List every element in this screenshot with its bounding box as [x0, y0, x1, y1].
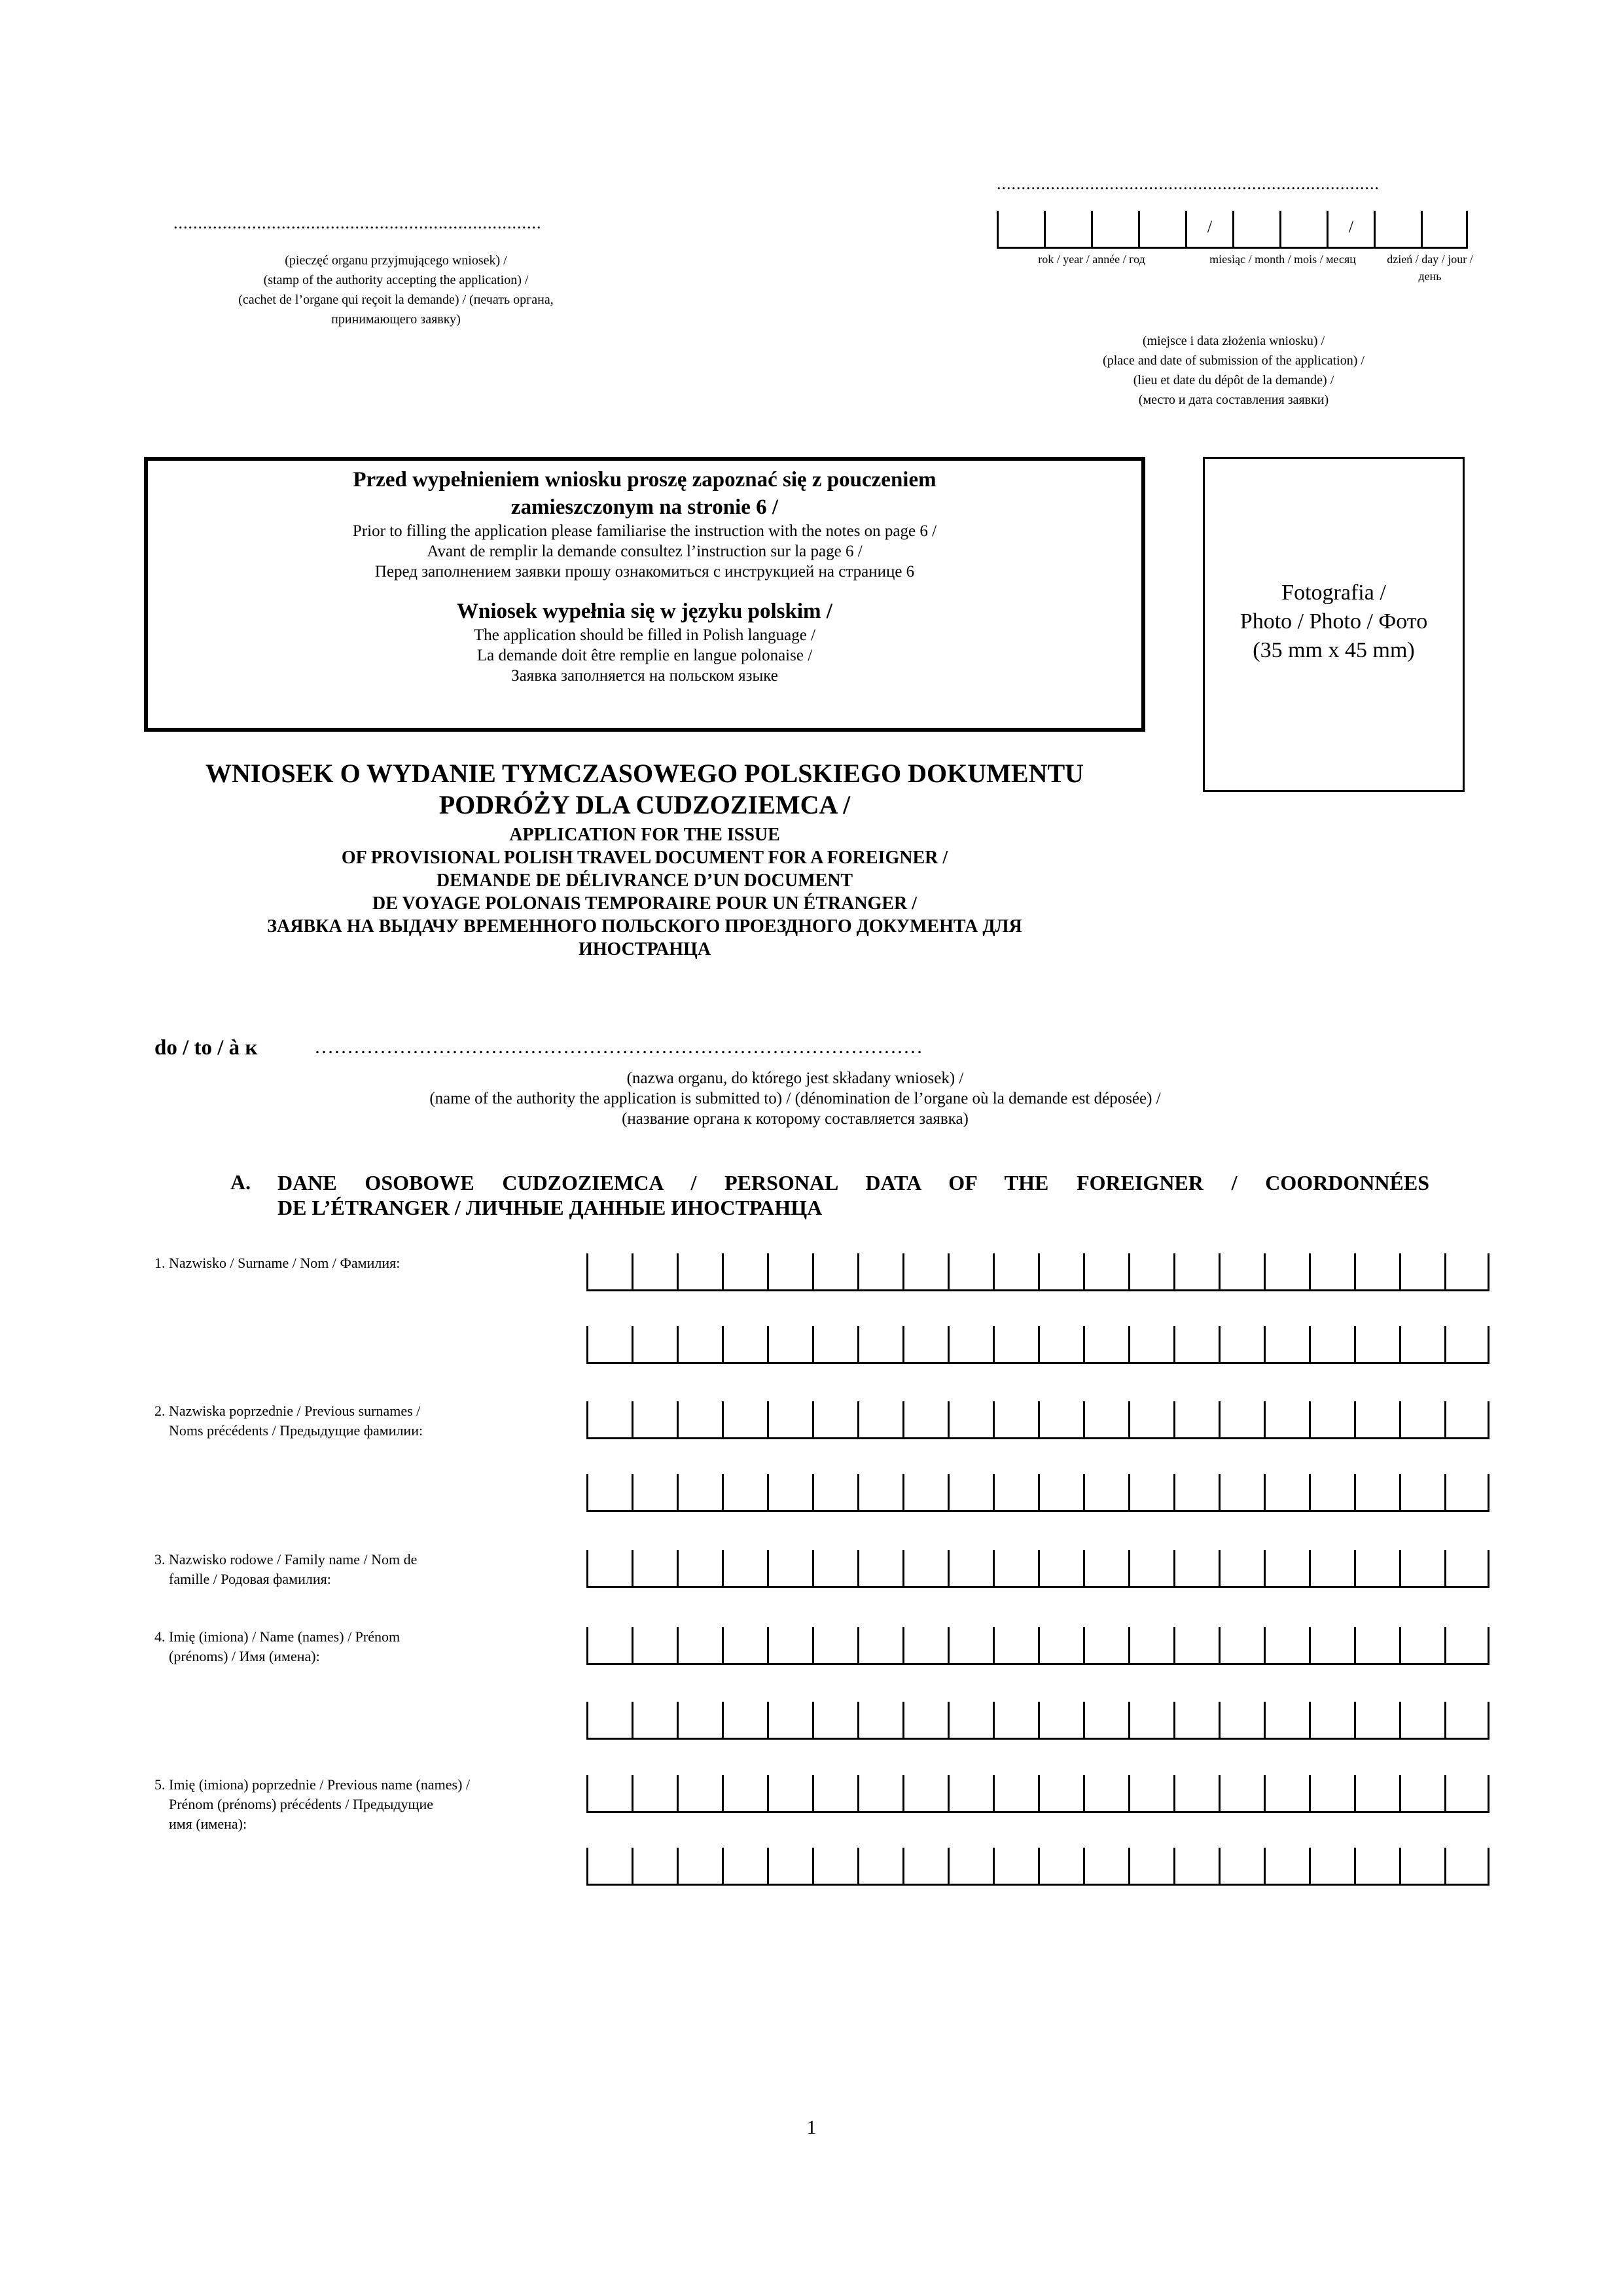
section-a-heading-line: DANE OSOBOWE CUDZOZIEMCA / PERSONAL DATA OF THE FOREIGNER / COORDONNÉES [277, 1171, 1429, 1194]
character-box[interactable] [1264, 1401, 1309, 1437]
character-box[interactable] [948, 1401, 993, 1437]
date-cell[interactable] [1091, 211, 1138, 247]
character-box[interactable] [1354, 1627, 1399, 1663]
addressee-label: do / to / à к [154, 1036, 258, 1060]
character-box[interactable] [902, 1848, 948, 1884]
character-box[interactable] [1128, 1702, 1173, 1738]
place-caption [1021, 331, 1446, 410]
date-cell[interactable] [1138, 211, 1185, 247]
character-box[interactable] [1309, 1775, 1354, 1811]
surname-comb-row-2[interactable] [586, 1326, 1489, 1364]
character-box[interactable] [586, 1253, 632, 1289]
character-box[interactable] [1444, 1775, 1489, 1811]
character-box[interactable] [1264, 1474, 1309, 1510]
character-box[interactable] [857, 1550, 902, 1586]
character-box[interactable] [948, 1702, 993, 1738]
stamp-caption-line: (pieczęć organu przyjmującego wniosek) / [285, 253, 507, 268]
field-label-line: Prénom (prénoms) précédents / Предыдущие [154, 1796, 434, 1812]
character-box[interactable] [722, 1775, 767, 1811]
language-heading: Wniosek wypełnia się w języku polskim / [457, 600, 832, 623]
character-box[interactable] [1399, 1253, 1444, 1289]
character-box[interactable] [586, 1326, 632, 1362]
field-label-previous-surnames [154, 1401, 423, 1441]
character-box[interactable] [1219, 1326, 1264, 1362]
character-box[interactable] [1444, 1627, 1489, 1663]
character-box[interactable] [812, 1702, 857, 1738]
title-line: PODRÓŻY DLA CUDZOZIEMCA / [438, 790, 851, 819]
previous-names-comb-row-1[interactable] [586, 1775, 1489, 1813]
character-box[interactable] [812, 1627, 857, 1663]
character-box[interactable] [812, 1474, 857, 1510]
character-box[interactable] [767, 1401, 812, 1437]
character-box[interactable] [677, 1775, 722, 1811]
character-box[interactable] [677, 1627, 722, 1663]
character-box[interactable] [1038, 1550, 1083, 1586]
character-box[interactable] [1354, 1775, 1399, 1811]
character-box[interactable] [1264, 1550, 1309, 1586]
photo-label-line: (35 mm x 45 mm) [1253, 638, 1415, 662]
character-box[interactable] [1444, 1702, 1489, 1738]
stamp-dotted-line: ........................................................................... [173, 213, 542, 232]
addressee-caption-line: (название органа к которому составляется заявка) [622, 1110, 969, 1128]
addressee-caption [196, 1068, 1394, 1129]
character-box[interactable] [1083, 1775, 1128, 1811]
character-box[interactable] [1219, 1848, 1264, 1884]
character-box[interactable] [1219, 1401, 1264, 1437]
character-box[interactable] [1219, 1474, 1264, 1510]
character-box[interactable] [1309, 1401, 1354, 1437]
character-box[interactable] [1128, 1550, 1173, 1586]
place-caption-line: (место и дата составления заявки) [1138, 393, 1329, 407]
character-box[interactable] [857, 1401, 902, 1437]
field-label-line: 2. Nazwiska poprzednie / Previous surnames / [154, 1403, 421, 1419]
character-box[interactable] [677, 1401, 722, 1437]
character-box[interactable] [1354, 1326, 1399, 1362]
field-label-names [154, 1627, 400, 1666]
character-box[interactable] [993, 1326, 1038, 1362]
character-box[interactable] [1354, 1474, 1399, 1510]
language-lines [148, 625, 1141, 686]
character-box[interactable] [993, 1474, 1038, 1510]
character-box[interactable] [902, 1550, 948, 1586]
submission-date-field[interactable] [997, 211, 1468, 249]
character-box[interactable] [722, 1848, 767, 1884]
character-box[interactable] [857, 1702, 902, 1738]
date-label-month: miesiąc / month / mois / месяц [1209, 253, 1356, 266]
character-box[interactable] [1128, 1326, 1173, 1362]
character-box[interactable] [1173, 1550, 1219, 1586]
character-box[interactable] [632, 1253, 677, 1289]
field-label-line: famille / Родовая фамилия: [154, 1571, 331, 1587]
character-box[interactable] [993, 1702, 1038, 1738]
subtitle-line: ЗАЯВКА НА ВЫДАЧУ ВРЕМЕННОГО ПОЛЬСКОГО ПРОЕЗДНОГО ДОКУМЕНТА ДЛЯ [267, 916, 1022, 937]
character-box[interactable] [722, 1253, 767, 1289]
photo-label-line: Photo / Photo / Фото [1240, 609, 1428, 634]
character-box[interactable] [1264, 1775, 1309, 1811]
character-box[interactable] [1083, 1253, 1128, 1289]
character-box[interactable] [812, 1848, 857, 1884]
character-box[interactable] [677, 1848, 722, 1884]
character-box[interactable] [1038, 1627, 1083, 1663]
date-label-year: rok / year / année / год [1038, 253, 1145, 266]
character-box[interactable] [1444, 1253, 1489, 1289]
character-box[interactable] [1399, 1401, 1444, 1437]
character-box[interactable] [1354, 1401, 1399, 1437]
subtitle-line: OF PROVISIONAL POLISH TRAVEL DOCUMENT FOR A FOREIGNER / [341, 848, 948, 868]
character-box[interactable] [1173, 1702, 1219, 1738]
field-label-line: имя (имена): [154, 1816, 247, 1832]
language-line: La demande doit être remplie en langue polonaise / [476, 647, 813, 664]
instruction-line: Avant de remplir la demande consultez l’instruction sur la page 6 / [427, 543, 863, 560]
character-box[interactable] [902, 1474, 948, 1510]
character-box[interactable] [586, 1775, 632, 1811]
section-a-heading-line: DE L’ÉTRANGER / ЛИЧНЫЕ ДАННЫЕ ИНОСТРАНЦА [277, 1196, 823, 1219]
character-box[interactable] [812, 1775, 857, 1811]
addressee-caption-line: (nazwa organu, do którego jest składany wniosek) / [626, 1069, 964, 1087]
previous-surnames-comb-row-1[interactable] [586, 1401, 1489, 1439]
character-box[interactable] [1173, 1848, 1219, 1884]
character-box[interactable] [1264, 1702, 1309, 1738]
field-label-line: Noms précédents / Предыдущие фамилии: [154, 1422, 423, 1439]
instruction-heading-line: Przed wypełnieniem wniosku proszę zapoznać się z pouczeniem [353, 468, 936, 492]
character-box[interactable] [902, 1401, 948, 1437]
character-box[interactable] [1038, 1848, 1083, 1884]
character-box[interactable] [1444, 1848, 1489, 1884]
language-line: The application should be filled in Polish language / [473, 626, 816, 644]
character-box[interactable] [632, 1326, 677, 1362]
instruction-heading [148, 466, 1141, 521]
character-box[interactable] [902, 1702, 948, 1738]
character-box[interactable] [1038, 1702, 1083, 1738]
character-box[interactable] [993, 1775, 1038, 1811]
character-box[interactable] [1309, 1627, 1354, 1663]
character-box[interactable] [1399, 1326, 1444, 1362]
character-box[interactable] [1309, 1253, 1354, 1289]
character-box[interactable] [1128, 1474, 1173, 1510]
character-box[interactable] [722, 1474, 767, 1510]
surname-comb-row-1[interactable] [586, 1253, 1489, 1291]
character-box[interactable] [586, 1401, 632, 1437]
subtitle-line: DE VOYAGE POLONAIS TEMPORAIRE POUR UN ÉTRANGER / [372, 893, 918, 914]
character-box[interactable] [677, 1474, 722, 1510]
character-box[interactable] [632, 1550, 677, 1586]
previous-surnames-comb-row-2[interactable] [586, 1474, 1489, 1512]
character-box[interactable] [993, 1848, 1038, 1884]
character-box[interactable] [948, 1550, 993, 1586]
character-box[interactable] [1173, 1326, 1219, 1362]
character-box[interactable] [1173, 1253, 1219, 1289]
character-box[interactable] [722, 1401, 767, 1437]
character-box[interactable] [722, 1702, 767, 1738]
character-box[interactable] [1309, 1702, 1354, 1738]
character-box[interactable] [902, 1253, 948, 1289]
character-box[interactable] [767, 1702, 812, 1738]
character-box[interactable] [1038, 1326, 1083, 1362]
stamp-caption-line: (stamp of the authority accepting the application) / [263, 273, 529, 287]
character-box[interactable] [1083, 1474, 1128, 1510]
character-box[interactable] [767, 1775, 812, 1811]
character-box[interactable] [586, 1848, 632, 1884]
character-box[interactable] [677, 1326, 722, 1362]
field-label-line: 3. Nazwisko rodowe / Family name / Nom de [154, 1551, 418, 1568]
character-box[interactable] [1309, 1550, 1354, 1586]
character-box[interactable] [812, 1326, 857, 1362]
field-label-surname [154, 1253, 400, 1273]
document-title [144, 758, 1145, 821]
character-box[interactable] [1038, 1253, 1083, 1289]
character-box[interactable] [1444, 1401, 1489, 1437]
character-box[interactable] [1219, 1550, 1264, 1586]
character-box[interactable] [1399, 1627, 1444, 1663]
character-box[interactable] [677, 1550, 722, 1586]
character-box[interactable] [1083, 1326, 1128, 1362]
place-caption-line: (place and date of submission of the application) / [1103, 353, 1364, 368]
character-box[interactable] [857, 1474, 902, 1510]
title-line: WNIOSEK O WYDANIE TYMCZASOWEGO POLSKIEGO DOKUMENTU [205, 759, 1084, 788]
place-caption-line: (miejsce i data złożenia wniosku) / [1142, 334, 1325, 348]
character-box[interactable] [677, 1702, 722, 1738]
character-box[interactable] [857, 1627, 902, 1663]
character-box[interactable] [1309, 1326, 1354, 1362]
character-box[interactable] [1399, 1702, 1444, 1738]
character-box[interactable] [993, 1550, 1038, 1586]
instruction-box [144, 457, 1145, 732]
character-box[interactable] [632, 1474, 677, 1510]
character-box[interactable] [1083, 1848, 1128, 1884]
character-box[interactable] [1128, 1401, 1173, 1437]
character-box[interactable] [902, 1326, 948, 1362]
place-caption-line: (lieu et date du dépôt de la demande) / [1133, 373, 1334, 387]
character-box[interactable] [1173, 1401, 1219, 1437]
character-box[interactable] [1264, 1627, 1309, 1663]
character-box[interactable] [993, 1253, 1038, 1289]
character-box[interactable] [1173, 1775, 1219, 1811]
character-box[interactable] [1038, 1775, 1083, 1811]
date-separator: / [1327, 211, 1374, 247]
character-box[interactable] [948, 1627, 993, 1663]
field-label-line: 5. Imię (imiona) poprzednie / Previous name (names) / [154, 1776, 471, 1793]
instruction-line: Prior to filling the application please familiarise the instruction with the notes on page 6 / [352, 522, 937, 540]
character-box[interactable] [632, 1401, 677, 1437]
family-name-comb[interactable] [586, 1550, 1489, 1588]
character-box[interactable] [1354, 1550, 1399, 1586]
character-box[interactable] [722, 1326, 767, 1362]
field-label-previous-names [154, 1775, 470, 1834]
character-box[interactable] [1264, 1848, 1309, 1884]
character-box[interactable] [812, 1253, 857, 1289]
subtitle-line: ИНОСТРАНЦА [578, 939, 711, 960]
character-box[interactable] [1399, 1848, 1444, 1884]
date-cell[interactable] [1421, 211, 1468, 247]
field-label-line: 4. Imię (imiona) / Name (names) / Prénom [154, 1628, 401, 1645]
character-box[interactable] [767, 1326, 812, 1362]
field-label-line: (prénoms) / Имя (имена): [154, 1648, 320, 1664]
names-comb-row-1[interactable] [586, 1627, 1489, 1665]
field-label-family-name [154, 1550, 417, 1589]
character-box[interactable] [812, 1550, 857, 1586]
document-subtitle [144, 823, 1145, 961]
character-box[interactable] [677, 1253, 722, 1289]
character-box[interactable] [1444, 1550, 1489, 1586]
place-dotted-line[interactable]: .............................................................................. [997, 174, 1380, 193]
date-cell[interactable] [997, 211, 1044, 247]
character-box[interactable] [632, 1627, 677, 1663]
page-number: 1 [806, 2117, 817, 2138]
character-box[interactable] [948, 1253, 993, 1289]
character-box[interactable] [722, 1550, 767, 1586]
character-box[interactable] [632, 1848, 677, 1884]
date-label-day: dzień / day / jour / день [1387, 253, 1473, 283]
character-box[interactable] [1264, 1253, 1309, 1289]
instruction-heading-line: zamieszczonym na stronie 6 / [510, 495, 779, 519]
character-box[interactable] [632, 1702, 677, 1738]
character-box[interactable] [586, 1702, 632, 1738]
character-box[interactable] [1173, 1627, 1219, 1663]
names-comb-row-2[interactable] [586, 1702, 1489, 1740]
character-box[interactable] [1083, 1627, 1128, 1663]
character-box[interactable] [1309, 1474, 1354, 1510]
character-box[interactable] [1038, 1401, 1083, 1437]
character-box[interactable] [1354, 1848, 1399, 1884]
photo-label [1205, 579, 1463, 665]
character-box[interactable] [1399, 1474, 1444, 1510]
section-a-letter: A. [230, 1170, 251, 1194]
character-box[interactable] [1354, 1702, 1399, 1738]
character-box[interactable] [1399, 1550, 1444, 1586]
language-line: Заявка заполняется на польском языке [511, 667, 778, 685]
character-box[interactable] [767, 1627, 812, 1663]
instruction-line: Перед заполнением заявки прошу ознакомиться с инструкцией на странице 6 [374, 563, 915, 581]
character-box[interactable] [632, 1775, 677, 1811]
stamp-caption-line: (cachet de l’organe qui reçoit la demande) / (печать органа, [238, 293, 554, 307]
character-box[interactable] [993, 1627, 1038, 1663]
character-box[interactable] [767, 1253, 812, 1289]
character-box[interactable] [857, 1848, 902, 1884]
character-box[interactable] [948, 1775, 993, 1811]
field-label-line: 1. Nazwisko / Surname / Nom / Фамилия: [154, 1255, 401, 1271]
section-a-heading [277, 1170, 1429, 1220]
character-box[interactable] [1128, 1253, 1173, 1289]
character-box[interactable] [857, 1253, 902, 1289]
subtitle-line: DEMANDE DE DÉLIVRANCE D’UN DOCUMENT [436, 870, 853, 891]
character-box[interactable] [586, 1627, 632, 1663]
stamp-caption [173, 251, 618, 329]
date-cell[interactable] [1279, 211, 1327, 247]
character-box[interactable] [586, 1550, 632, 1586]
character-box[interactable] [1399, 1775, 1444, 1811]
subtitle-line: APPLICATION FOR THE ISSUE [509, 825, 780, 845]
character-box[interactable] [1219, 1702, 1264, 1738]
character-box[interactable] [1083, 1550, 1128, 1586]
character-box[interactable] [1038, 1474, 1083, 1510]
character-box[interactable] [767, 1474, 812, 1510]
character-box[interactable] [1083, 1401, 1128, 1437]
character-box[interactable] [1264, 1326, 1309, 1362]
previous-names-comb-row-2[interactable] [586, 1848, 1489, 1886]
date-separator: / [1185, 211, 1232, 247]
character-box[interactable] [1219, 1253, 1264, 1289]
character-box[interactable] [1219, 1627, 1264, 1663]
stamp-caption-line: принимающего заявку) [331, 312, 461, 327]
date-cell[interactable] [1232, 211, 1279, 247]
character-box[interactable] [722, 1627, 767, 1663]
character-box[interactable] [1354, 1253, 1399, 1289]
character-box[interactable] [767, 1848, 812, 1884]
photo-label-line: Fotografia / [1281, 581, 1386, 605]
character-box[interactable] [857, 1326, 902, 1362]
character-box[interactable] [812, 1401, 857, 1437]
date-cell[interactable] [1044, 211, 1091, 247]
character-box[interactable] [902, 1627, 948, 1663]
character-box[interactable] [1173, 1474, 1219, 1510]
character-box[interactable] [767, 1550, 812, 1586]
character-box[interactable] [1444, 1474, 1489, 1510]
character-box[interactable] [1444, 1326, 1489, 1362]
character-box[interactable] [1128, 1848, 1173, 1884]
character-box[interactable] [1128, 1627, 1173, 1663]
character-box[interactable] [948, 1474, 993, 1510]
addressee-dotted-line[interactable]: ………………………………………………………………………………… [314, 1036, 923, 1058]
character-box[interactable] [1083, 1702, 1128, 1738]
character-box[interactable] [948, 1326, 993, 1362]
addressee-caption-line: (name of the authority the application is submitted to) / (dénomination de l’organe où la demande est déposée) / [429, 1090, 1161, 1107]
character-box[interactable] [993, 1401, 1038, 1437]
character-box[interactable] [586, 1474, 632, 1510]
photo-box[interactable] [1203, 457, 1465, 792]
character-box[interactable] [948, 1848, 993, 1884]
character-box[interactable] [902, 1775, 948, 1811]
instruction-lines [148, 521, 1141, 582]
character-box[interactable] [857, 1775, 902, 1811]
character-box[interactable] [1219, 1775, 1264, 1811]
date-cell[interactable] [1374, 211, 1421, 247]
character-box[interactable] [1128, 1775, 1173, 1811]
character-box[interactable] [1309, 1848, 1354, 1884]
